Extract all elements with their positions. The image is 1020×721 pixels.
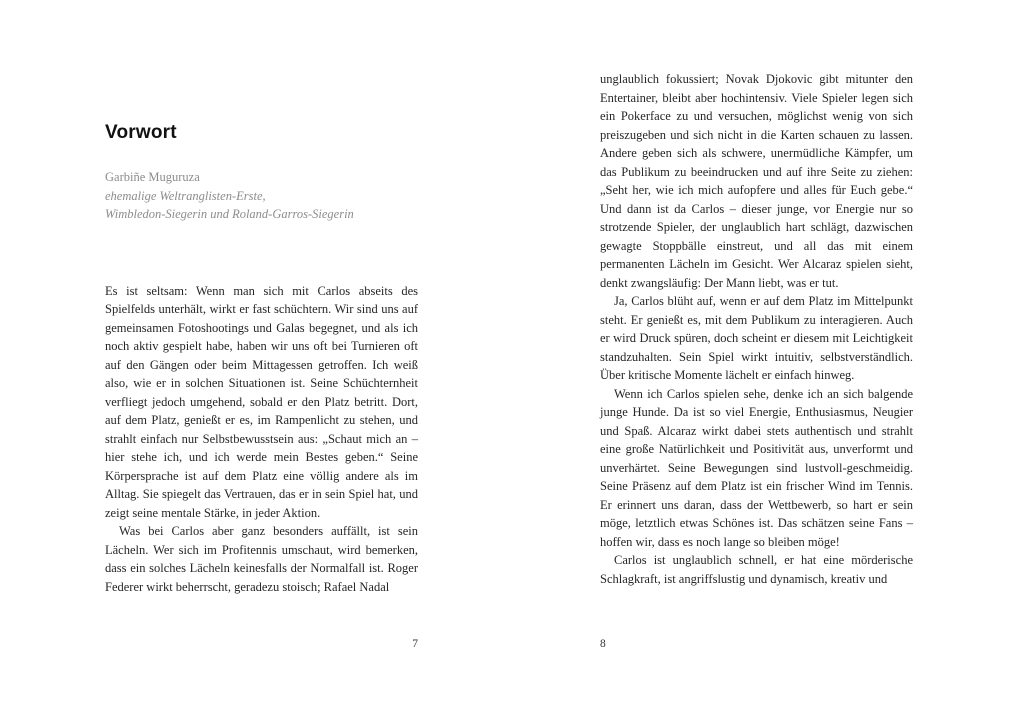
- author-block: [105, 168, 418, 224]
- paragraph: Was bei Carlos aber ganz besonders auffällt, ist sein Lächeln. Wer sich im Profitennis umschaut, wird bemerken, dass ein solches Lächeln keinesfalls der Normalfall ist. Roger Federer wirkt beherrscht, geradezu stoisch; Rafael Nadal: [105, 524, 418, 594]
- page-number-right: 8: [600, 638, 606, 650]
- author-subtitle-line-1: ehemalige Weltranglisten-Erste,: [105, 188, 266, 203]
- right-page-column: [600, 70, 913, 588]
- left-page-body: [105, 282, 418, 597]
- author-subtitle-line-2: Wimbledon-Siegerin und Roland-Garros-Siegerin: [105, 207, 354, 222]
- paragraph: unglaublich fokussiert; Novak Djokovic gibt mitunter den Entertainer, bleibt aber hochintensiv. Viele Spieler legen sich ein Pokerface zu und versuchen, möglichst wenig von sich preiszugeben und sich nicht in die Karten schauen zu lassen. Andere geben sich als schwere, unermüdliche Kämpfer, um das Publikum zu beeindrucken und auf ihre Seite zu ziehen: „Seht her, wie ich mich aufopfere und alles für Euch gebe.“ Und dann ist da Carlos – dieser junge, vor Energie nur so strotzende Spieler, der unglaublich hart schlägt, dazwischen gewagte Stoppbälle einstreut, und all das mit einem permanenten Lächeln im Gesicht. Wer Alcaraz spielen sieht, denkt zwangsläufig: Der Mann liebt, was er tut.: [600, 72, 913, 290]
- paragraph: Carlos ist unglaublich schnell, er hat eine mörderische Schlagkraft, ist angriffslustig und dynamisch, kreativ und: [600, 553, 913, 586]
- left-page-column: [105, 122, 418, 596]
- paragraph: Ja, Carlos blüht auf, wenn er auf dem Platz im Mittelpunkt steht. Er genießt es, mit dem Publikum zu interagieren. Auch er wird Druck spüren, doch scheint er diesem mit Leichtigkeit standzuhalten. Sein Spiel wirkt intuitiv, selbstverständlich. Über kritische Momente lächelt er einfach hinweg.: [600, 294, 913, 382]
- author-name: Garbiñe Muguruza: [105, 170, 200, 184]
- chapter-title: Vorwort: [105, 122, 177, 143]
- page-number-left: 7: [412, 638, 418, 650]
- paragraph: Wenn ich Carlos spielen sehe, denke ich an sich balgende junge Hunde. Da ist so viel Energie, Enthusiasmus, Neugier und Spaß. Alcaraz wirkt dabei stets authentisch und strahlt eine große Natürlichkeit und Positivität aus, unverformt und unverhärtet. Seine Bewegungen sind lustvoll-geschmeidig. Seine Präsenz auf dem Platz ist ein frischer Wind im Tennis. Er erinnert uns daran, dass der Wettbewerb, so hart er sein möge, letztlich etwas Schönes ist. Das schätzen seine Fans – hoffen wir, dass es noch lange so bleiben möge!: [600, 386, 913, 549]
- paragraph: Es ist seltsam: Wenn man sich mit Carlos abseits des Spielfelds unterhält, wirkt er fast schüchtern. Wir sind uns auf gemeinsamen Fotoshootings und Galas begegnet, und als ich noch aktiv gespielt habe, haben wir uns oft bei Turnieren oft auf den Gängen oder beim Mittagessen getroffen. Ich weiß also, wie er in solchen Situationen ist. Seine Schüchternheit verfliegt jedoch umgehend, sobald er den Platz betritt. Dort, auf dem Platz, genießt er es, im Rampenlicht zu stehen, und strahlt einfach nur Selbstbewusstsein aus: „Schaut mich an – hier stehe ich, und ich werde mein Bestes geben.“ Seine Körpersprache ist auf dem Platz eine völlig andere als im Alltag. Sie spiegelt das Vertrauen, das er in sein Spiel hat, und zeigt seine mentale Stärke, in jeder Aktion.: [105, 283, 418, 520]
- right-page-body: [600, 70, 913, 588]
